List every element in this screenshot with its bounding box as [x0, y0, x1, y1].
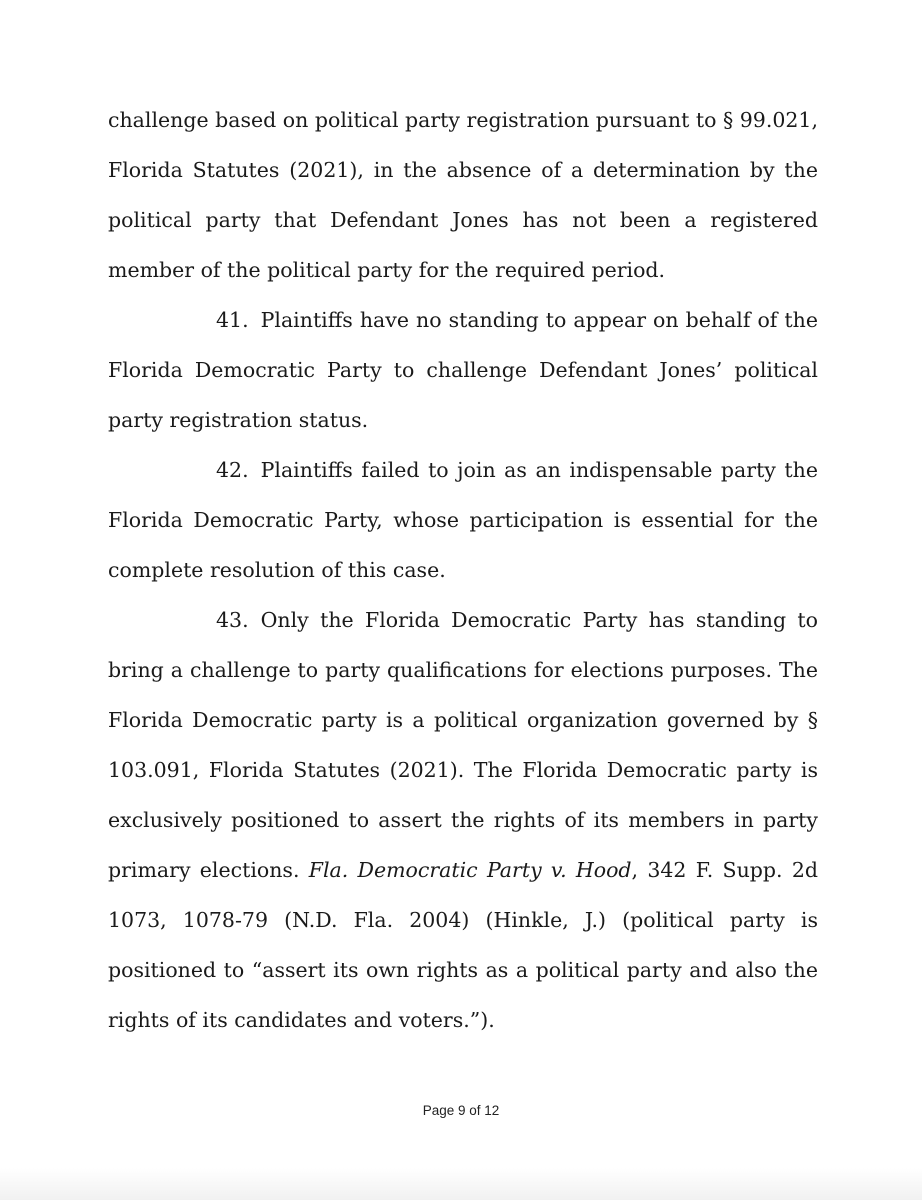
document-body	[108, 95, 818, 1045]
paragraph-continued	[108, 95, 818, 295]
paragraph-41	[108, 295, 818, 445]
case-citation-name: Fla. Democratic Party v. Hood	[308, 858, 632, 882]
paragraph-42	[108, 445, 818, 595]
paragraph-text: Plaintiffs failed to join as an indispensable party the Florida Democratic Party, whose participation is essential for the complete resolution of this case.	[108, 458, 818, 582]
citation-details: , 342 F. Supp. 2d 1073, 1078-79 (N.D. Fla. 2004) (Hinkle, J.) (political party is positioned to “assert its own rights as a political party and also the rights of its candidates and voters.”).	[108, 858, 818, 1032]
page-bottom-edge	[0, 1168, 922, 1200]
paragraph-text: Only the Florida Democratic Party has standing to bring a challenge to party qualifications for elections purposes. The Florida Democratic party is a political organization governed by § 103.091, Florida Statutes (2021). The Florida Democratic party is exclusively positioned to assert the rights of its members in party primary elections.	[108, 608, 818, 882]
paragraph-number: 43.	[216, 608, 249, 632]
paragraph-43	[108, 595, 818, 1045]
paragraph-number: 42.	[216, 458, 249, 482]
paragraph-text: Plaintiffs have no standing to appear on behalf of the Florida Democratic Party to challenge Defendant Jones’ political party registration status.	[108, 308, 818, 432]
paragraph-text: challenge based on political party registration pursuant to § 99.021, Florida Statutes (2021), in the absence of a determination by the political party that Defendant Jones has not been a registered member of the political party for the required period.	[108, 108, 818, 282]
paragraph-number: 41.	[216, 308, 249, 332]
page-footer	[0, 1103, 922, 1118]
page-number-label: Page 9 of 12	[422, 1103, 500, 1118]
